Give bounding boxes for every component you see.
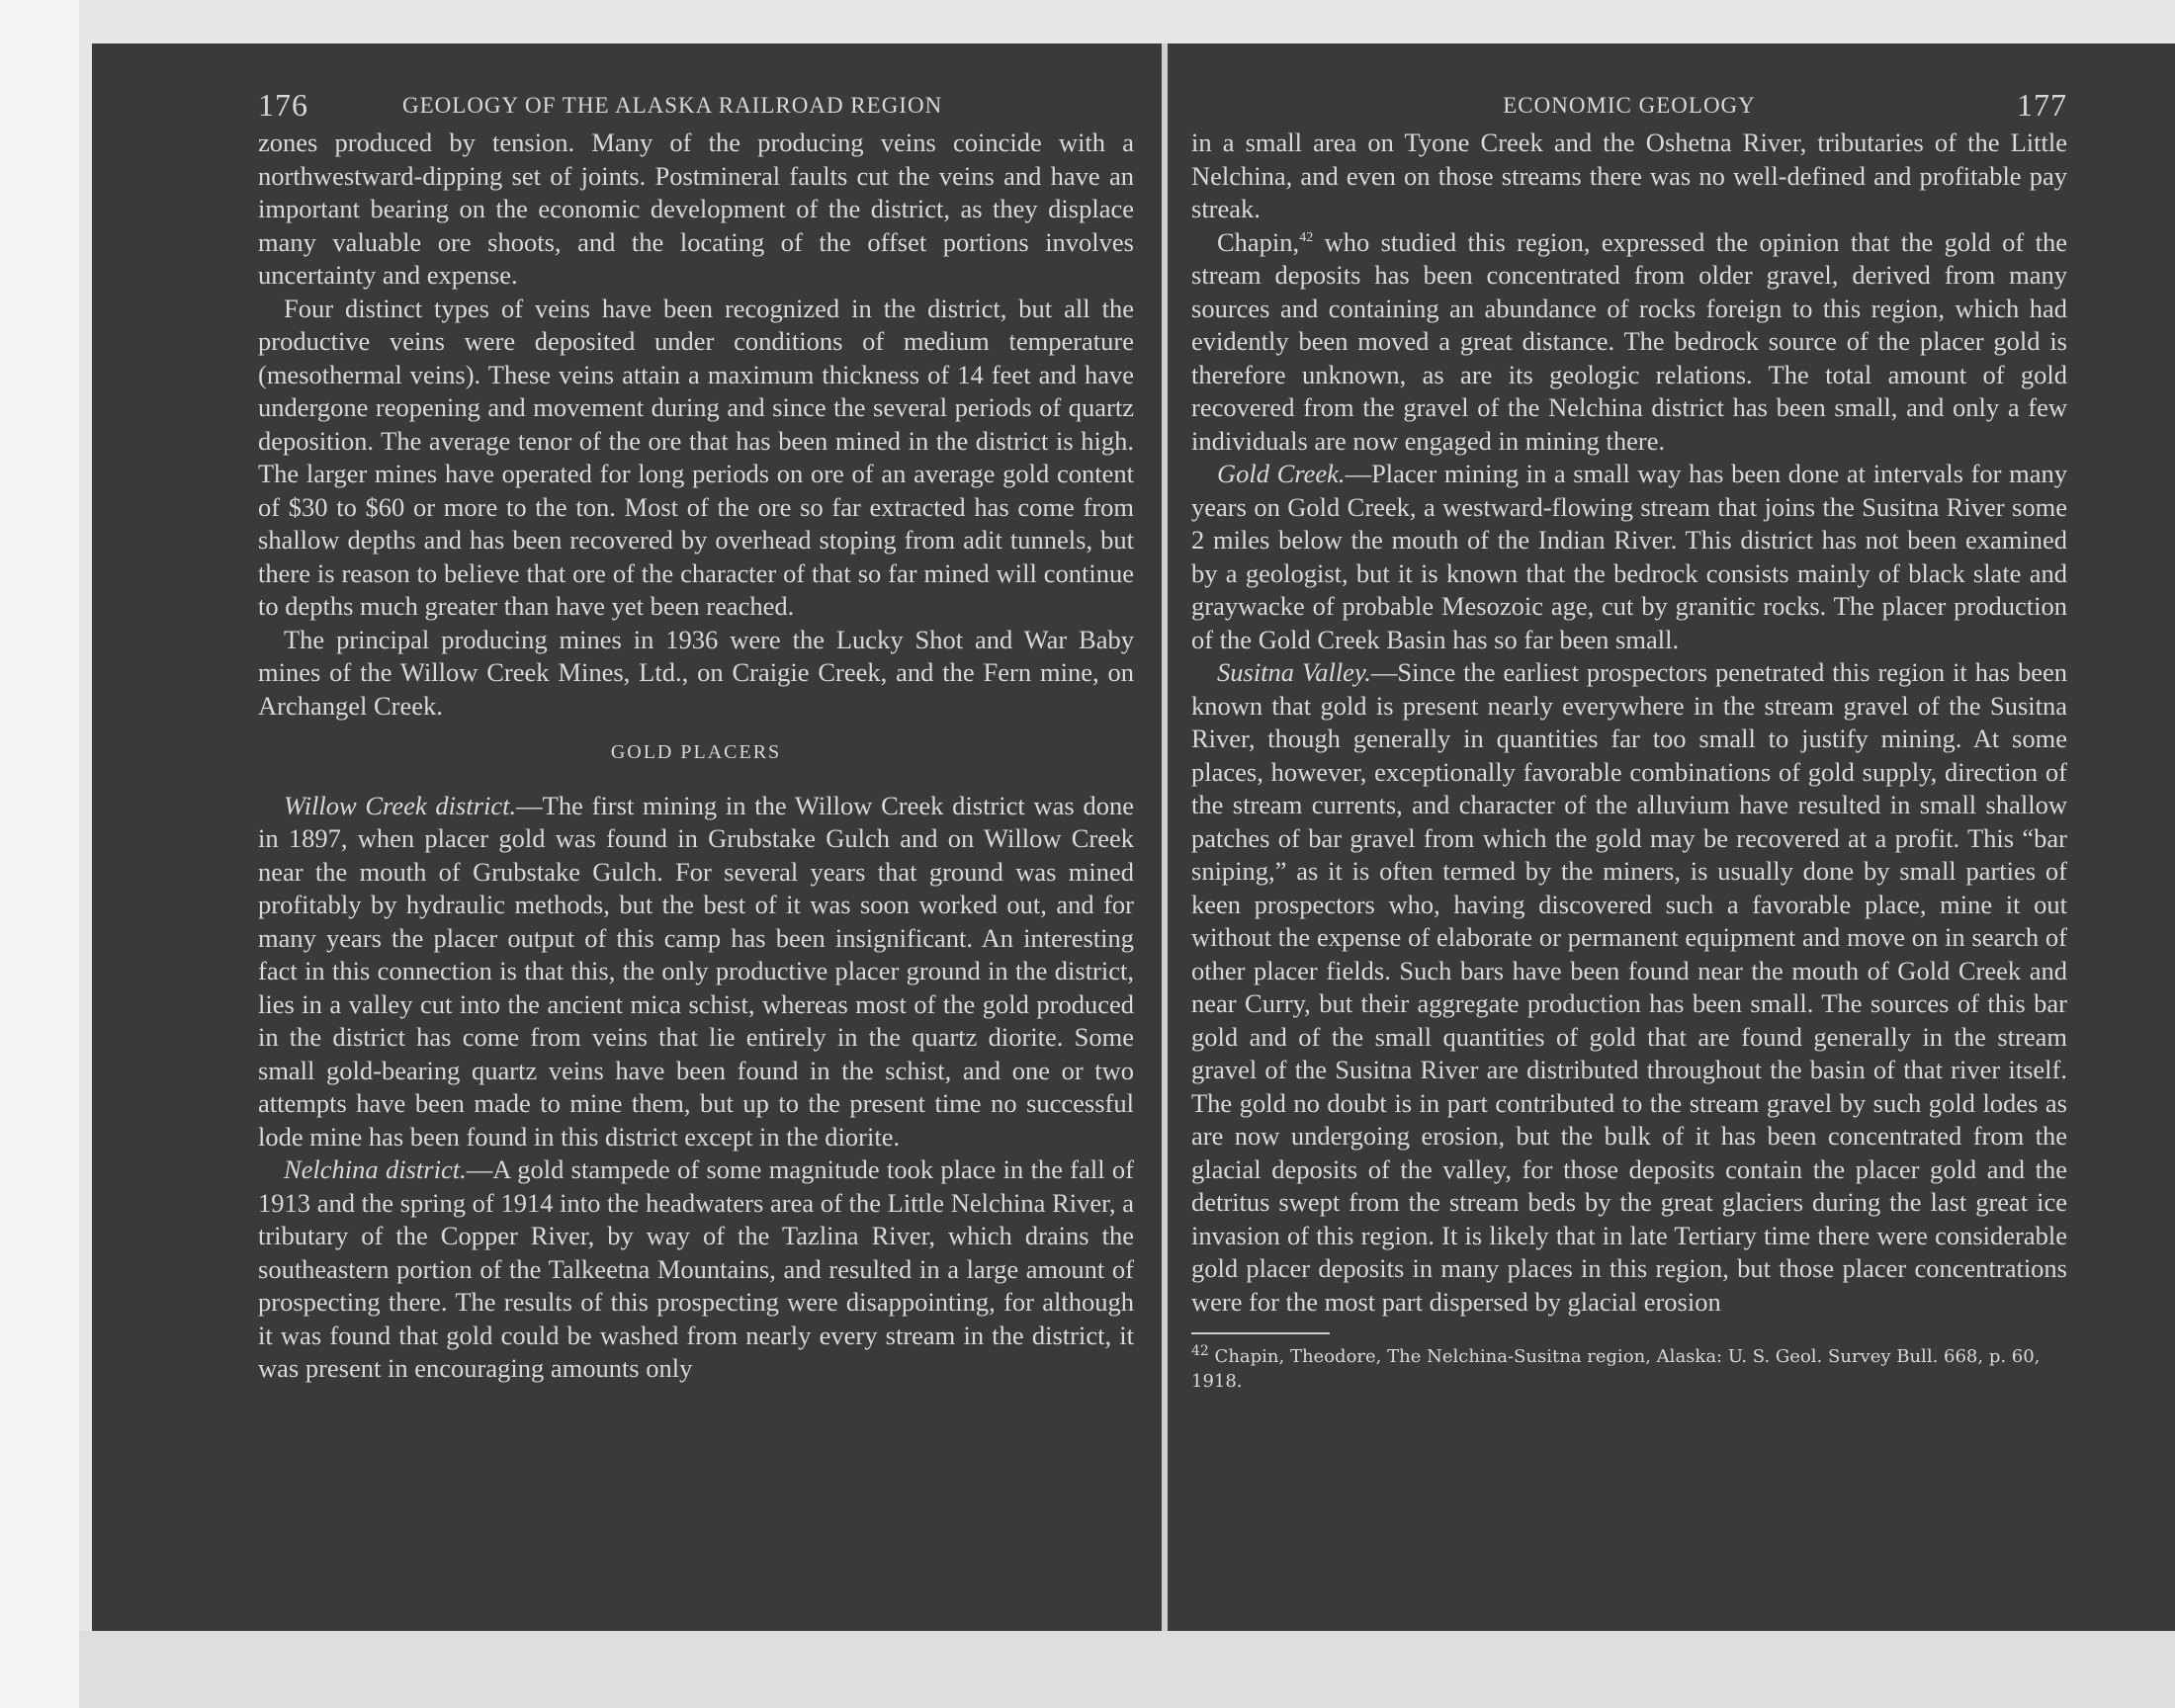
- running-head: ECONOMIC GEOLOGY: [1503, 93, 1756, 118]
- run-in-heading: Gold Creek.: [1217, 459, 1346, 488]
- paragraph-text: —A gold stampede of some magnitude took place in the fall of 1913 and the spring of 1914 into the headwaters area of the Little Nelchina River, a tributary of the Copper River, by way of the Tazlina River, which drains the southeastern portion of the Talkeetna Mountains, and resulted in a large amount of prospecting there. The results of this prospecting were disappointing, for although it was found that gold could be washed from nearly every stream in the district, it was present in encouraging amounts only: [258, 1154, 1135, 1383]
- left-page-body: [258, 127, 1134, 1386]
- footnote-text: Chapin, Theodore, The Nelchina-Susitna region, Alaska: U. S. Geol. Survey Bull. 668, p. 60, 1918.: [1191, 1346, 2041, 1392]
- right-page-body: [1191, 127, 2067, 1319]
- page-number: 177: [2017, 87, 2067, 123]
- footnote-reference: 42: [1299, 229, 1314, 245]
- left-page: [92, 43, 1162, 1631]
- paragraph: Four distinct types of veins have been recognized in the district, but all the productive veins were deposited under conditions of medium temperature (mesothermal veins). These veins attain a maximum thickness of 14 feet and have undergone reopening and movement during and since the several periods of quartz deposition. The average tenor of the ore that has been mined in the district is high. The larger mines have operated for long periods on ore of an average gold content of $30 to $60 or more to the ton. Most of the ore so far extracted has come from shallow depths and has been recovered by overhead stoping from adit tunnels, but there is reason to believe that ore of the character of that so far mined will continue to depths much greater than have yet been reached.: [258, 293, 1134, 621]
- paragraph: zones produced by tension. Many of the producing veins coincide with a northwestward-dipping set of joints. Postmineral faults cut the veins and have an important bearing on the economic development of the district, as they displace many valuable ore shoots, and the locating of the offset portions involves uncertainty and expense.: [258, 128, 1134, 290]
- right-page: [1168, 43, 2175, 1631]
- paragraph-chapin: [1191, 226, 2067, 459]
- paragraph: in a small area on Tyone Creek and the Oshetna River, tributaries of the Little Nelchina, and even on those streams there was no well-defined and profitable pay streak.: [1191, 128, 2067, 223]
- paragraph: The principal producing mines in 1936 were the Lucky Shot and War Baby mines of the Willow Creek Mines, Ltd., on Craigie Creek, and the Fern mine, on Archangel Creek.: [258, 624, 1134, 721]
- footnote-marker: 42: [1191, 1343, 1209, 1359]
- footnote: [1191, 1344, 2067, 1394]
- paragraph-text: —Since the earliest prospectors penetrated this region it has been known that gold is present nearly everywhere in the stream gravel of the Susitna River, though generally in quantities far too small to justify mining. At some places, however, exceptionally favorable combinations of gold supply, direction of the stream currents, and character of the alluvium have resulted in small shallow patches of bar gravel from which the gold may be recovered at a profit. This “bar sniping,” as it is often termed by the miners, is usually done by small parties of keen prospectors who, having discovered such a favorable place, mine it out without the expense of elaborate or permanent equipment and move on in search of other placer fields. Such bars have been found near the mouth of Gold Creek and near Curry, but their aggregate production has been small. The sources of this bar gold and of the small quantities of gold that are found generally in the stream gravel of the Susitna River are distributed throughout the basin of that river itself. The gold no doubt is in part contributed to the stream gravel by such gold lodes as are now undergoing erosion, but the bulk of it has been concentrated from the glacial deposits of the valley, for those deposits contain the placer gold and the detritus swept from the stream beds by the great glaciers during the last great ice invasion of this region. It is likely that in late Tertiary time there were considerable gold placer deposits in many places in this region, but those placer concentrations were for the most part dispersed by glacial erosion: [1191, 657, 2067, 1317]
- paragraph-text: —The first mining in the Willow Creek district was done in 1897, when placer gold was found in Grubstake Gulch and on Willow Creek near the mouth of Grubstake Gulch. For several years that ground was mined profitably by hydraulic methods, but the best of it was soon worked out, and for many years the placer output of this camp has been insignificant. An interesting fact in this connection is that this, the only productive placer ground in the district, lies in a valley cut into the ancient mica schist, whereas most of the gold produced in the district has come from veins that lie entirely in the quartz diorite. Some small gold-bearing quartz veins have been found in the schist, and one or two attempts have been made to mine them, but up to the present time no successful lode mine has been found in this district except in the diorite.: [258, 790, 1134, 1152]
- footnote-rule: [1191, 1332, 1330, 1334]
- paragraph-susitna-valley: [1191, 656, 2067, 1319]
- run-in-heading: Nelchina district.: [284, 1154, 467, 1184]
- right-page-header: [1191, 87, 2067, 127]
- run-in-heading: Willow Creek district.: [284, 790, 517, 820]
- run-in-heading: Susitna Valley.: [1217, 657, 1371, 687]
- page-number: 176: [258, 87, 308, 123]
- scan-margin: [0, 0, 79, 1708]
- paragraph-willow-creek: [258, 790, 1134, 1154]
- paragraph-gold-creek: [1191, 458, 2067, 656]
- paragraph-text: —Placer mining in a small way has been done at intervals for many years on Gold Creek, a westward-flowing stream that joins the Susitna River some 2 miles below the mouth of the Indian River. This district has not been examined by a geologist, but it is known that the bedrock consists mainly of black slate and graywacke of probable Mesozoic age, cut by granitic rocks. The placer production of the Gold Creek Basin has so far been small.: [1191, 459, 2067, 654]
- author-name: Chapin,: [1217, 226, 1300, 257]
- paragraph-nelchina: [258, 1153, 1134, 1386]
- section-heading: GOLD PLACERS: [610, 741, 782, 763]
- paragraph-text: who studied this region, expressed the opinion that the gold of the stream deposits has been concentrated from older gravel, derived from many sources and containing an abundance of rocks foreign to this region, which had evidently been moved a great distance. The bedrock source of the placer gold is therefore unknown, as are its geologic relations. The total amount of gold recovered from the gravel of the Nelchina district has been small, and only a few individuals are now engaged in mining there.: [1191, 226, 2067, 456]
- left-page-header: [258, 87, 1134, 127]
- running-head: GEOLOGY OF THE ALASKA RAILROAD REGION: [402, 93, 943, 118]
- scan-bottom-edge: [79, 1631, 2175, 1708]
